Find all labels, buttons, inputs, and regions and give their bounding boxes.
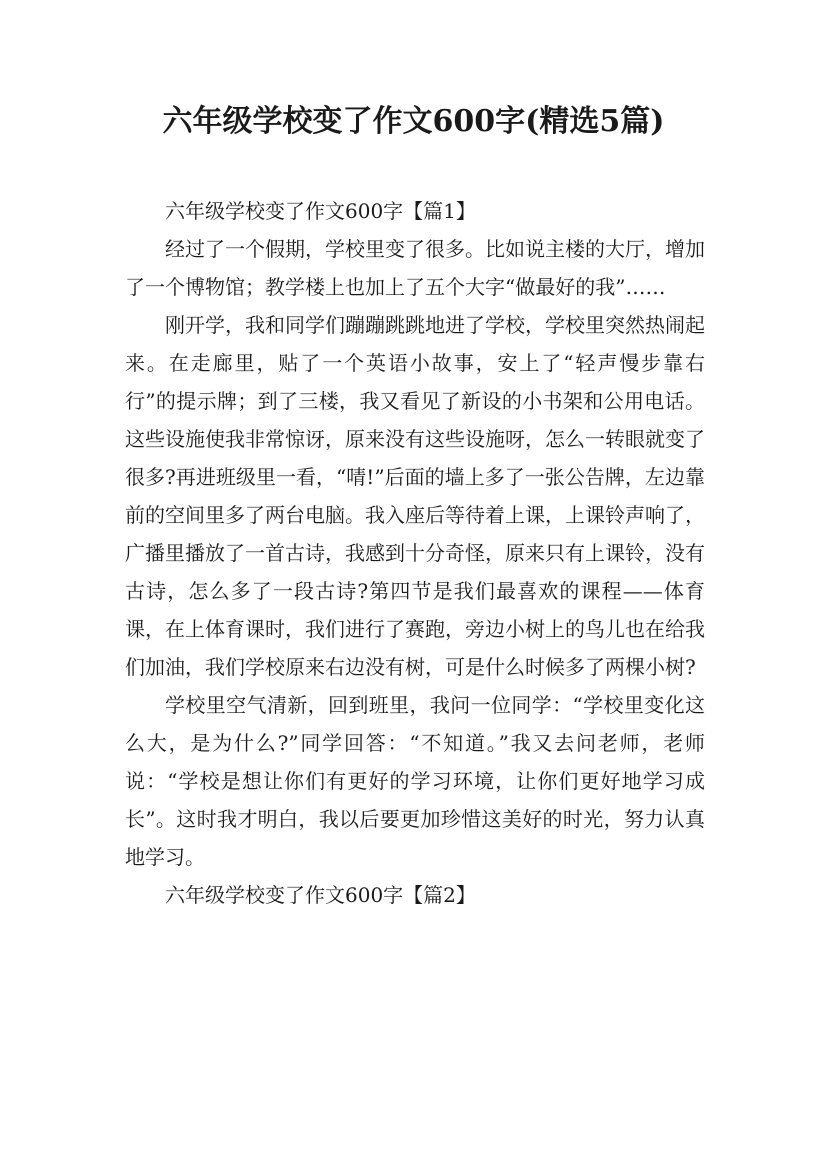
document-title: 六年级学校变了作文600字(精选5篇) xyxy=(162,104,665,139)
document-body xyxy=(125,192,705,914)
section-heading-1: 六年级学校变了作文600字【篇1】 xyxy=(165,199,476,223)
section-heading-2: 六年级学校变了作文600字【篇2】 xyxy=(165,883,476,907)
paragraph-2: 刚开学，我和同学们蹦蹦跳跳地进了学校，学校里突然热闹起来。在走廊里，贴了一个英语小故事，安上了“轻声慢步靠右行”的提示牌；到了三楼，我又看见了新设的小书架和公用电话。这些设施使我非常惊讶，原来没有这些设施呀，怎么一转眼就变了很多?再进班级里一看，“啨!”后面的墙上多了一张公告牌，左边靠前的空间里多了两台电脑。我入座后等待着上课，上课铃声响了，广播里播放了一首古诗，我感到十分奇怪，原来只有上课铃，没有古诗，怎么多了一段古诗?第四节是我们最喜欢的课程——体育课，在上体育课时，我们进行了赛跑，旁边小树上的鸟儿也在给我们加油，我们学校原来右边没有树，可是什么时候多了两棵小树? xyxy=(125,313,705,679)
paragraph-3: 学校里空气清新，回到班里，我问一位同学：“学校里变化这么大，是为什么?”同学回答：“不知道。”我又去问老师，老师说：“学校是想让你们有更好的学习环境，让你们更好地学习成长”。这时我才明白，我以后要更加珍惜这美好的时光，努力认真地学习。 xyxy=(125,693,705,869)
paragraph-1: 经过了一个假期，学校里变了很多。比如说主楼的大厅，增加了一个博物馆；教学楼上也加上了五个大字“做最好的我”…… xyxy=(125,237,705,299)
